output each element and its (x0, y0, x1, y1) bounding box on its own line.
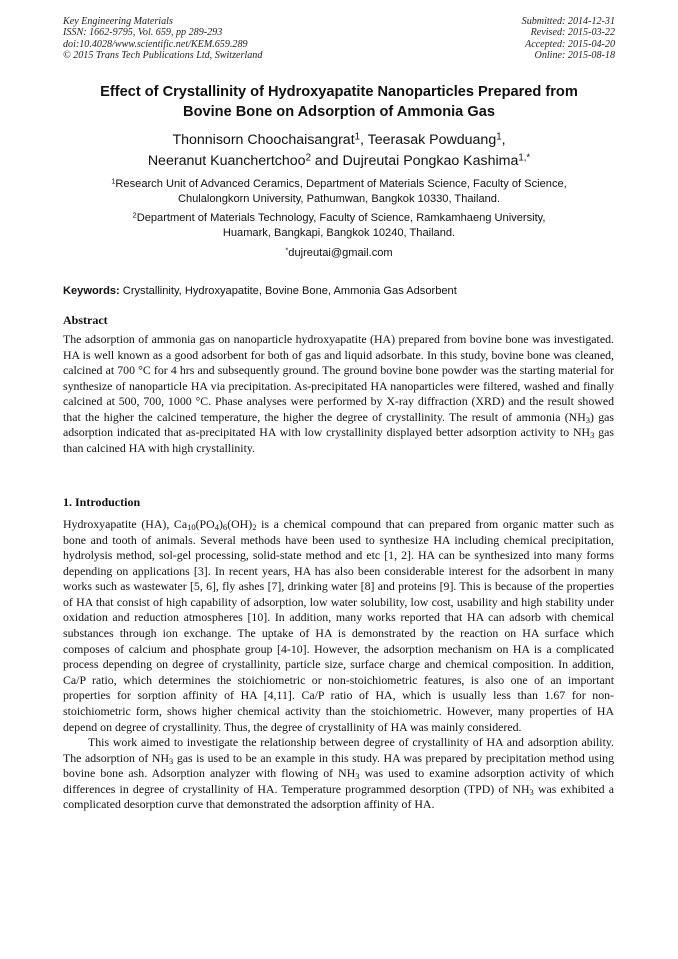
author-name: Neeranut Kuanchertchoo (147, 152, 306, 169)
introduction-text (63, 517, 614, 813)
subscript: 3 (169, 755, 174, 766)
email-address: dujreutai@gmail.com (288, 247, 393, 259)
abstract-text (63, 332, 614, 457)
submitted-date: Submitted: 2014-12-31 (521, 16, 615, 27)
title-line-2: Bovine Bone on Adsorption of Ammonia Gas (183, 104, 495, 120)
revised-date: Revised: 2015-03-22 (530, 27, 615, 39)
dates-header (522, 16, 615, 61)
subscript: 3 (529, 786, 534, 797)
journal-name: Key Engineering Materials (63, 16, 173, 27)
affiliation-line (63, 211, 615, 226)
author-separator: , (501, 132, 506, 148)
title-line-1: Effect of Crystallinity of Hydroxyapatite Nanoparticles Prepared from (100, 84, 578, 100)
subscript: 10 (187, 522, 196, 533)
author-affiliation-mark: 2 (305, 152, 311, 164)
affiliation-text: Huamark, Bangkapi, Bangkok 10240, Thailand. (222, 227, 456, 240)
subscript: 2 (252, 522, 257, 533)
affiliation-mark: 1 (111, 176, 116, 186)
text-run: (PO (195, 517, 215, 531)
text-run: This work aimed to investigate the relationship between degree of crystallinity of HA and adsorption ability. The adsorption of NH (63, 735, 614, 765)
copyright-line: © 2015 Trans Tech Publications Ltd, Switzerland (63, 49, 263, 61)
accepted-date: Accepted: 2015-04-20 (525, 38, 615, 50)
affiliation-text: Chulalongkorn University, Pathumwan, Bangkok 10330, Thailand. (177, 193, 501, 206)
subscript: 3 (355, 771, 360, 782)
doi-line: doi:10.4028/www.scientific.net/KEM.659.289 (63, 38, 248, 50)
online-date: Online: 2015-08-18 (534, 49, 615, 61)
affiliation-text: Research Unit of Advanced Ceramics, Department of Materials Science, Faculty of Science, (115, 178, 567, 190)
text-run: was exhibited a complicated desorption curve that demonstrated the adsorption affinity of HA. (63, 781, 614, 812)
author-name: Teerasak Powduang (367, 132, 497, 148)
abstract-heading: Abstract (63, 313, 108, 327)
keywords-label: Keywords: (63, 285, 120, 297)
subscript: 3 (585, 415, 591, 426)
abstract-part: The adsorption of ammonia gas on nanoparticle hydroxyapatite (HA) prepared from bovine bone was investigated. HA is well known as a good adsorbent for both of gas and liquid adsorbate. In this study, bovine bone was cleaned, calcined at 700 °C for 4 hrs and subsequently ground. The ground bovine bone powder was the starting material for synthesize of nanoparticle HA via precipitation. As-precipitated HA nanoparticles were filtered, washed and finally calcined at 500, 700, 1000 °C. Phase analyses were performed by X-ray diffraction (XRD) and the result showed that the higher the calcined temperature, the higher the degree of crystallinity. The result of ammonia (NH (63, 332, 614, 424)
author-affiliation-mark: 1 (496, 131, 502, 143)
subscript: 4 (214, 522, 219, 533)
issn-line: ISSN: 1662-9795, Vol. 659, pp 289-293 (63, 27, 223, 39)
text-run: ) (218, 517, 223, 531)
text-run: Hydroxyapatite (HA), Ca (63, 517, 188, 531)
text-run: is a chemical compound that can prepared from organic matter such as bone and tooth of animals. Several methods have been used to synthesize HA including chemical precipitation, hydrolysis method, sol-gel processing, solid-state method and etc [1, 2]. HA can be synthesized into many forms depending on applications [3]. In recent years, HA has also been considerable interest for the adsorbent in many works such as wastewater [5, 6], fly ashes [7], drinking water [8] and proteins [9]. This is because of the properties of HA that consist of high capability of adsorption, low water solubility, low cost, usability and high stability under oxidation and reduction atmospheres [10]. In addition, many works reported that HA can adsorb with chemical substances through ion exchange. The uptake of HA is demonstrated by the reaction on HA surface which composes of calcium and phosphate group [4-10]. However, the adsorption mechanism on HA is a complicated process depending on degree of crystallinity, particle size, surface charge and chemical composition. In addition, Ca/P ratio, which determines the stoichiometric or non-stoichiometric features, is also one of an important properties for sorption affinity of HA [4,11]. Ca/P ratio of HA, which is usually less than 1.67 for non-stoichiometric form, shows higher chemical activity than the stoichiometric. However, many properties of HA depend on degree of crystallinity. Thus, the degree of crystallinity of HA was mainly considered. (63, 517, 614, 734)
affiliation-line (63, 177, 615, 192)
author-name: Thonnisorn Choochaisangrat (172, 132, 355, 148)
author-list (63, 130, 615, 171)
affiliation-1 (63, 177, 615, 207)
author-separator: , (360, 132, 368, 148)
text-run: gas is used to be an example in this study. HA was prepared by precipitation method using bovine bone ash. Adsorption analyzer with flowing of NH (63, 750, 614, 781)
text-run: was used to examine adsorption activity of which differences in degree of crystallinity of HA. Temperature programmed desorption (TPD) of NH (63, 766, 614, 796)
abstract-part: ) gas adsorption indicated that as-precipitated HA with low crystallinity displayed better adsorption activity to NH (63, 409, 614, 440)
journal-header (63, 16, 262, 61)
paper-title (63, 82, 615, 122)
introduction-heading: 1. Introduction (63, 495, 141, 509)
corresponding-mark: * (285, 245, 289, 255)
author-line-1 (63, 130, 615, 151)
subscript: 6 (222, 522, 228, 533)
author-name: Dujreutai Pongkao Kashima (342, 152, 519, 169)
introduction-paragraph-2 (63, 735, 614, 813)
author-affiliation-mark: 1 (354, 131, 361, 143)
text-run: (OH) (227, 517, 253, 531)
keywords (63, 284, 615, 299)
affiliation-text: Department of Materials Technology, Faculty of Science, Ramkamhaeng University, (136, 212, 546, 224)
subscript: 3 (590, 430, 595, 441)
author-affiliation-mark: 1,* (518, 152, 531, 164)
introduction-paragraph-1 (63, 517, 614, 735)
corresponding-email (63, 246, 615, 261)
affiliation-mark: 2 (132, 210, 137, 220)
affiliation-2 (63, 211, 615, 241)
keywords-text: Crystallinity, Hydroxyapatite, Bovine Bone, Ammonia Gas Adsorbent (119, 285, 457, 297)
author-line-2 (63, 151, 615, 172)
abstract-part: gas than calcined HA with high crystallinity. (63, 425, 614, 456)
author-separator: and (310, 152, 343, 169)
